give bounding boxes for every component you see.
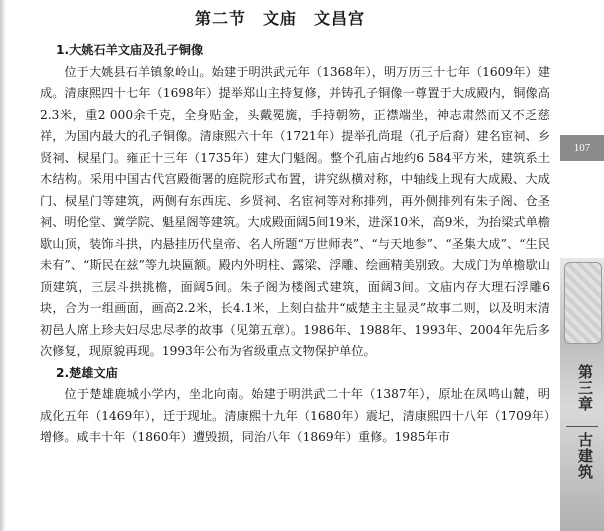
chapter-side-column [560, 258, 604, 531]
document-body [40, 40, 550, 449]
subsection-heading-2: 2.楚雄文庙 [56, 365, 118, 380]
subsection-paragraph-2: 位于楚雄鹿城小学内，坐北向南。始建于明洪武二十年（1387年），原址在凤鸣山麓，明成化五年（1469年），迁于现址。清康熙十九年（1680年）震圮，清康熙四十八年（1709年）增修。咸丰十年（1860年）遭毁损，同治八年（1869年）重修。1985年市 [40, 387, 550, 444]
side-divider [566, 426, 598, 427]
topic-label: 古建筑 [576, 432, 594, 480]
chapter-label: 第三章 [576, 364, 594, 412]
page-number: 107 [573, 142, 591, 154]
page-number-tab [560, 135, 604, 161]
page-edge-shadow [0, 0, 6, 531]
decorative-pattern-icon [564, 262, 602, 344]
subsection-paragraph-1: 位于大姚县石羊镇象岭山。始建于明洪武元年（1368年），明万历三十七年（1609年）建成。清康熙四十七年（1698年）提举郑山主持复修，并铸孔子铜像一尊置于大成殿内，铜像高2.3米，重2 000余千克，全身贴金，头戴冕旒，手持朝笏，正襟端坐，神志肃然而又不乏慈祥，为国内最大的孔子铜像。清康熙六十年（1721年）提举孔尚琨（孔子后裔）建名宦祠、乡贤祠、棂星门。雍正十三年（1735年）建大门魁阁。整个孔庙占地约6 584平方米，建筑系土木结构。采用中国古代宫殿衙署的庭院形式布置，讲究纵横对称，中轴线上现有大成殿、大成门、棂星门等建筑，两侧有东西庑、乡贤祠、名宦祠等对称排列，再外侧排列有朱子阁、仓圣祠、明伦堂、黉学院、魁星阁等建筑。大成殿面阔5间19米，进深10米，高9米，为抬梁式单檐歇山顶，装饰斗拱，内悬挂历代皇帝、名人所题“万世师表”、“与天地参”、“圣集大成”、“生民未有”、“斯民在兹”等九块匾额。殿内外明柱、露梁、浮雕、绘画精美别致。大成门为单檐歇山顶建筑，三层斗拱挑檐，面阔5间。朱子阁为楼阁式建筑，面阔3间。文庙内存大理石浮雕6块，合为一组画面，画高2.2米，长4.1米，上刻白盐井“威楚主主显灵”故事二则，以及明末清初邑人席上珍夫妇尽忠尽孝的故事（见第五章）。1986年、1988年、1993年、2004年先后多次修复，现原貌再现。1993年公布为省级重点文物保护单位。 [40, 64, 550, 358]
section-title: 第二节 文庙 文昌宫 [194, 9, 365, 28]
subsection-heading-1: 1.大姚石羊文庙及孔子铜像 [56, 43, 204, 57]
